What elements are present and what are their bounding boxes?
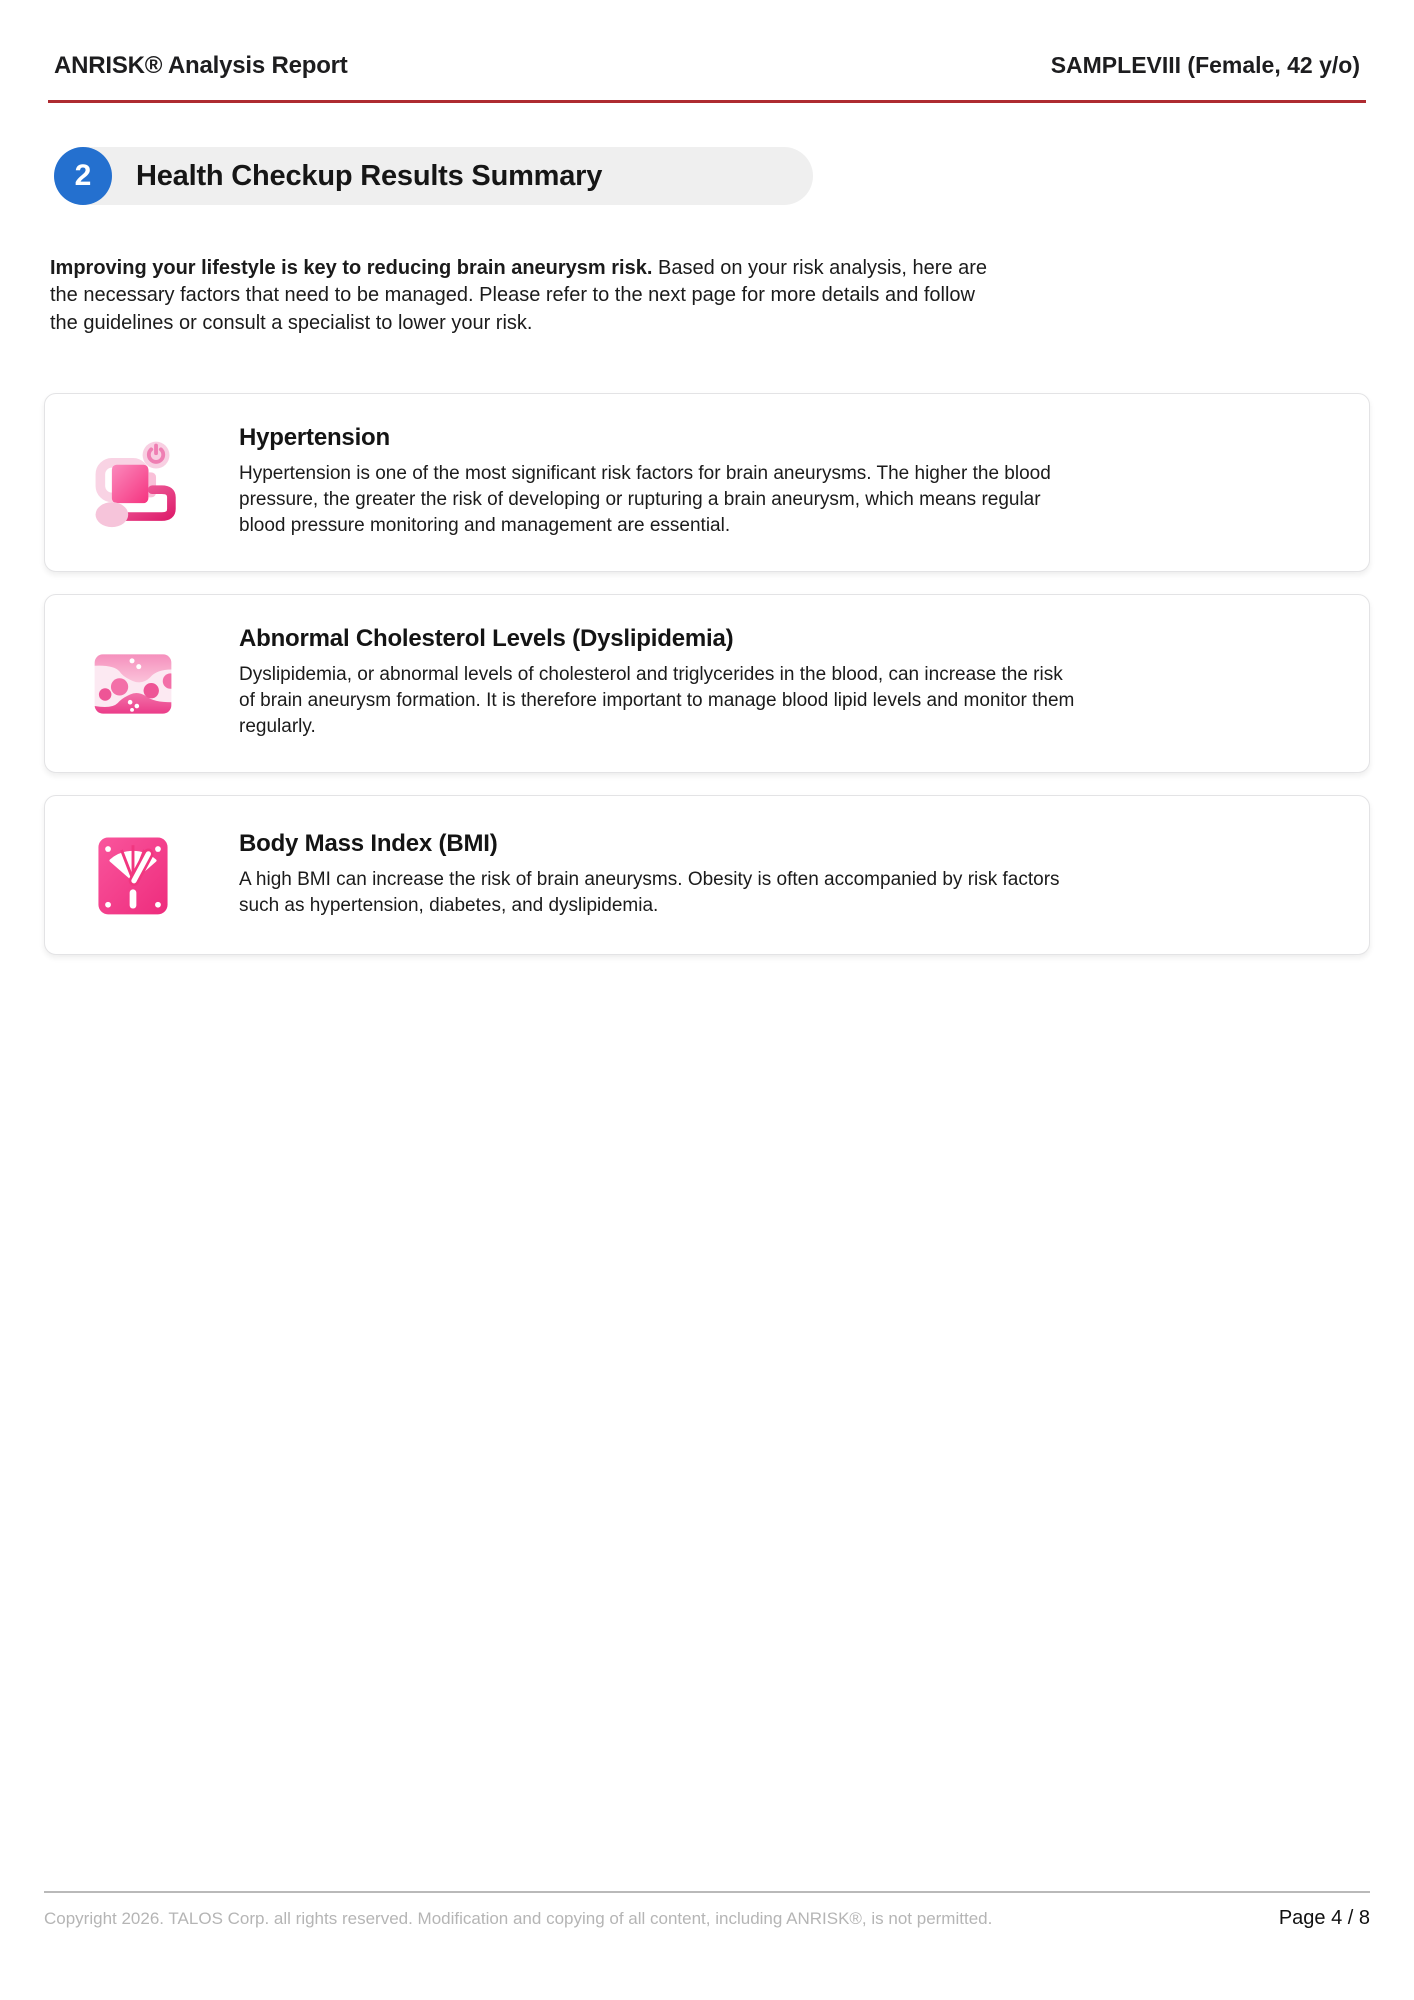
card-bmi — [44, 795, 1370, 955]
section-title-bar — [78, 147, 813, 205]
blood-vessel-cholesterol-icon — [85, 635, 181, 731]
copyright-text: Copyright 2026. TALOS Corp. all rights reserved. Modification and copying of all content, including ANRISK®, is not permitted. — [44, 1909, 993, 1928]
card-hypertension — [44, 393, 1370, 572]
card-content — [239, 830, 1329, 919]
card-body: A high BMI can increase the risk of brain aneurysms. Obesity is often accompanied by risk factors such as hypertension, diabetes, and dyslipidemia. — [239, 868, 1060, 916]
card-body: Hypertension is one of the most significant risk factors for brain aneurysms. The higher the blood pressure, the greater the risk of developing or rupturing a brain aneurysm, which means regular blood pressure monitoring and management are essential. — [239, 463, 1051, 537]
footer-divider — [44, 1891, 1370, 1893]
weight-scale-icon — [85, 826, 181, 922]
risk-factor-cards — [44, 393, 1370, 955]
page-number: Page 4 / 8 — [1278, 1907, 1370, 1929]
card-dyslipidemia — [44, 594, 1370, 773]
card-content — [239, 424, 1329, 539]
page-footer — [44, 1891, 1370, 1930]
page-header — [54, 52, 1360, 80]
card-content — [239, 625, 1329, 740]
card-title: Abnormal Cholesterol Levels (Dyslipidemia) — [239, 625, 734, 653]
blood-pressure-monitor-icon — [85, 434, 181, 530]
card-title: Body Mass Index (BMI) — [239, 829, 498, 857]
section-heading — [54, 147, 1414, 205]
header-divider — [48, 100, 1366, 103]
card-title: Hypertension — [239, 424, 390, 452]
section-title: Health Checkup Results Summary — [136, 159, 603, 192]
intro-paragraph — [50, 255, 995, 337]
patient-info: SAMPLEVIII (Female, 42 y/o) — [1050, 52, 1360, 78]
section-number-badge: 2 — [54, 147, 112, 205]
report-title: ANRISK® Analysis Report — [54, 52, 348, 79]
card-body: Dyslipidemia, or abnormal levels of cholesterol and triglycerides in the blood, can increase the risk of brain aneurysm formation. It is therefore important to manage blood lipid levels and monitor them regularly. — [239, 664, 1075, 738]
intro-lead: Improving your lifestyle is key to reducing brain aneurysm risk. — [50, 257, 653, 279]
intro-rest: Based on your risk analysis, here are the necessary factors that need to be managed. Please refer to the next page for more details and follow the guidelines or consult a specialist to lower your risk. — [50, 257, 988, 334]
